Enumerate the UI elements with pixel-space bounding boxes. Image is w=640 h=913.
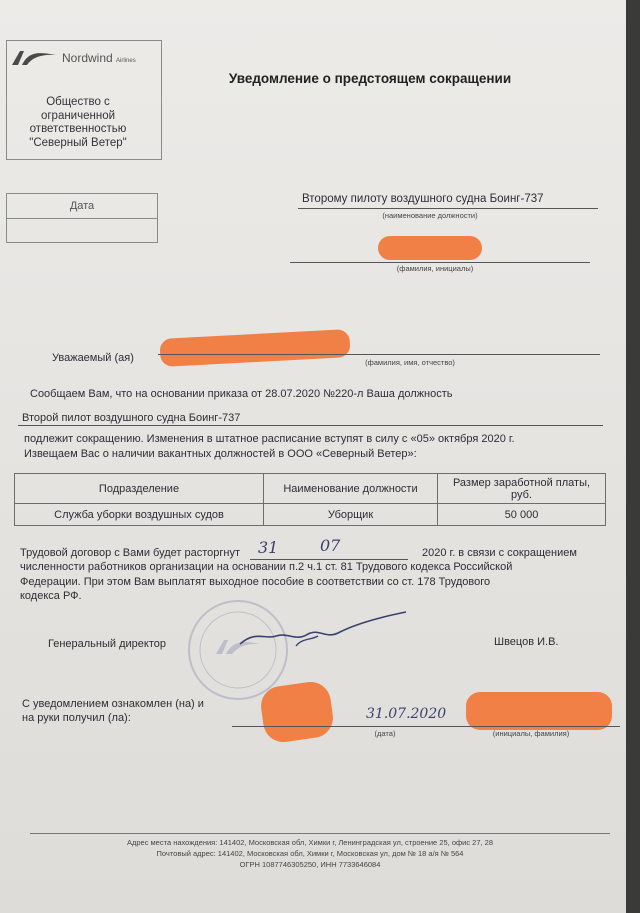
director-role: Генеральный директор (48, 638, 166, 650)
ack-initials-caption: (инициалы, фамилия) (492, 729, 570, 738)
recipient-name-line (290, 262, 590, 263)
ack-date-caption: (дата) (374, 729, 396, 738)
contract-date-line (250, 559, 408, 560)
table-header-row (15, 474, 606, 504)
recipient-position-caption: (наименование должности) (382, 211, 478, 220)
body-position-line (18, 425, 603, 426)
logo-text: Nordwind (62, 51, 113, 65)
header-position: Наименование должности (264, 474, 438, 504)
recipient-name-caption: (фамилия, инициалы) (396, 264, 474, 273)
table-row (15, 504, 606, 526)
footer-divider (30, 833, 610, 834)
footer-address: Адрес места нахождения: 141402, Московская обл, Химки г, Ленинградская ул, строение 25, офис 27, 28 Почтовый адрес: 141402, Московская обл, Химки г, Московская ул, дом № 18 а/я № 564 ОГРН 1087746305250, ИНН 7733646084 (126, 838, 494, 869)
greeting-label: Уважаемый (ая) (52, 352, 134, 364)
date-box (6, 193, 158, 243)
contract-line-4: кодекса РФ. (20, 590, 82, 602)
body-line-4: Извещаем Вас о наличии вакантных должностей в ООО «Северный Ветер»: (24, 448, 417, 460)
date-label: Дата (7, 194, 157, 219)
redacted-full-name (159, 329, 350, 367)
ack-line-1: С уведомлением ознакомлен (на) и (22, 698, 204, 710)
cell-position: Уборщик (264, 504, 438, 526)
contract-tail: 2020 г. в связи с сокращением (422, 547, 577, 559)
body-line-1: Сообщаем Вам, что на основании приказа от 28.07.2020 №220-л Ваша должность (30, 388, 453, 400)
redacted-employee-signature (258, 679, 335, 744)
header-department: Подразделение (15, 474, 264, 504)
recipient-position-line (298, 208, 598, 209)
nordwind-logo-icon (10, 49, 58, 67)
contract-day: 31 (258, 538, 279, 557)
contract-line-2: численности работников организации на основании п.2 ч.1 ст. 81 Трудового кодекса Российской (20, 561, 513, 573)
contract-line-3: Федерации. При этом Вам выплатят выходное пособие в соответствии со ст. 178 Трудового (20, 576, 491, 588)
organization-name: Общество с ограниченной ответственностью "Северный Ветер" (29, 96, 127, 149)
header-salary: Размер заработной платы, руб. (438, 474, 606, 504)
director-name: Швецов И.В. (494, 636, 559, 648)
recipient-position: Второму пилоту воздушного судна Боинг-737 (302, 193, 544, 205)
vacancies-table (14, 473, 606, 526)
cell-department: Служба уборки воздушных судов (15, 504, 264, 526)
contract-month: 07 (320, 536, 341, 555)
director-signature-icon (236, 610, 416, 660)
company-logo (10, 49, 136, 67)
greeting-caption: (фамилия, имя, отчество) (365, 358, 455, 367)
cell-salary: 50 000 (438, 504, 606, 526)
ack-date: 31.07.2020 (366, 706, 447, 722)
contract-lead: Трудовой договор с Вами будет расторгнут (20, 547, 240, 559)
body-line-3: подлежит сокращению. Изменения в штатное расписание вступят в силу с «05» октября 2020 г. (24, 433, 515, 445)
ack-line (232, 726, 620, 727)
redacted-employee-name (466, 692, 612, 730)
document-title: Уведомление о предстоящем сокращении (228, 71, 512, 86)
logo-suffix: Airlines (116, 58, 136, 64)
ack-line-2: на руки получил (ла): (22, 712, 131, 724)
body-position: Второй пилот воздушного судна Боинг-737 (22, 412, 241, 424)
greeting-line (158, 354, 600, 355)
redacted-name (378, 236, 482, 260)
